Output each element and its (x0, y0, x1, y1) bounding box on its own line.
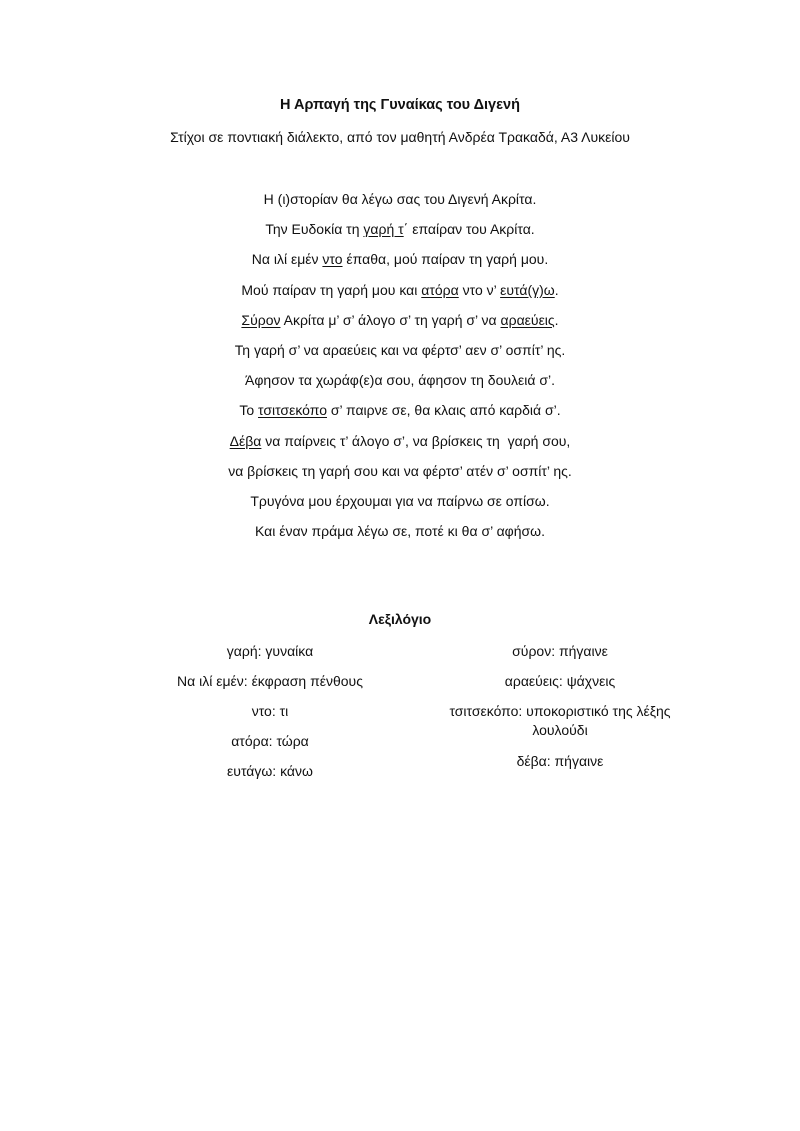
poem-line (0, 431, 800, 461)
poem-text: Τρυγόνα μου έρχουμαι για να παίρνω σε οπίσω. (250, 492, 550, 509)
vocabulary-item: Να ιλί εμέν: έκφραση πένθους (177, 673, 363, 689)
poem-text: . (554, 311, 559, 328)
poem-line (0, 280, 800, 310)
poem-line (0, 461, 800, 491)
poem (0, 189, 800, 551)
vocabulary-item: ευτάγω: κάνω (227, 763, 313, 779)
poem-text: Μού παίραν τη γαρή μου και (241, 281, 422, 298)
vocabulary-item: τσιτσεκόπο: υποκοριστικό της λέξης λουλούδι (449, 703, 671, 738)
underlined-word: τσιτσεκόπο (258, 402, 327, 419)
poem-text: Ακρίτα μ’ σ’ άλογο σ’ τη γαρή σ’ να (280, 311, 501, 328)
poem-text: να παίρνεις τ’ άλογο σ’, να βρίσκεις τη γαρή σου, (261, 432, 571, 449)
poem-text: Και έναν πράμα λέγω σε, ποτέ κι θα σ’ αφήσω. (255, 523, 545, 540)
poem-line (0, 249, 800, 279)
poem-text: Άφησον τα χωράφ(ε)α σου, άφησον τη δουλειά σ’. (245, 372, 555, 389)
poem-text: Να ιλί εμέν (251, 251, 323, 268)
poem-line (0, 219, 800, 249)
poem-line (0, 491, 800, 521)
poem-text: Η (ι)στορίαν θα λέγω σας του Διγενή Ακρίτα. (263, 191, 537, 207)
poem-text: Τη γαρή σ’ να αραεύεις και να φέρτσ’ αεν σ’ οσπίτ’ ης. (234, 341, 566, 358)
poem-text: σ’ παιρνε σε, θα κλαις από καρδιά σ’. (326, 402, 561, 419)
poem-line (0, 189, 800, 219)
underlined-word: ευτά(γ)ω (500, 281, 555, 298)
vocabulary-item: σύρον: πήγαινε (512, 643, 608, 659)
poem-line (0, 340, 800, 370)
poem-line (0, 400, 800, 430)
poem-line (0, 370, 800, 400)
underlined-word: ντο (322, 251, 343, 268)
vocabulary-heading: Λεξιλόγιο (368, 611, 432, 627)
poem-text: Την Ευδοκία τη (265, 221, 364, 238)
underlined-word: Σύρον (241, 311, 281, 328)
underlined-word: ατόρα (421, 281, 459, 298)
vocabulary-item: ντο: τι (251, 703, 289, 719)
poem-text: ΄ επαίραν του Ακρίτα. (403, 221, 535, 238)
poem-text: να βρίσκεις τη γαρή σου και να φέρτσ’ ατέν σ’ οσπίτ’ ης. (228, 462, 572, 479)
vocabulary-left-column (140, 642, 400, 792)
vocabulary-item: αραεύεις: ψάχνεις (504, 673, 616, 689)
poem-line (0, 310, 800, 340)
poem-text: έπαθα, μού παίραν τη γαρή μου. (342, 251, 549, 268)
underlined-word: Δέβα (229, 432, 262, 449)
vocabulary-item: ατόρα: τώρα (231, 733, 309, 749)
poem-text: ντο ν’ (458, 281, 501, 298)
document-subtitle: Στίχοι σε ποντιακή διάλεκτο, από τον μαθητή Ανδρέα Τρακαδά, Α3 Λυκείου (170, 129, 630, 145)
vocabulary-item: δέβα: πήγαινε (516, 753, 604, 769)
vocabulary-item: γαρή: γυναίκα (226, 643, 314, 659)
poem-text: Το (239, 402, 259, 419)
document-title: Η Αρπαγή της Γυναίκας του Διγενή (280, 97, 520, 113)
poem-text: . (554, 281, 559, 298)
underlined-word: αραεύεις (500, 311, 555, 328)
underlined-word: γαρή τ (363, 221, 404, 238)
poem-line (0, 521, 800, 551)
vocabulary-right-column (440, 642, 680, 782)
